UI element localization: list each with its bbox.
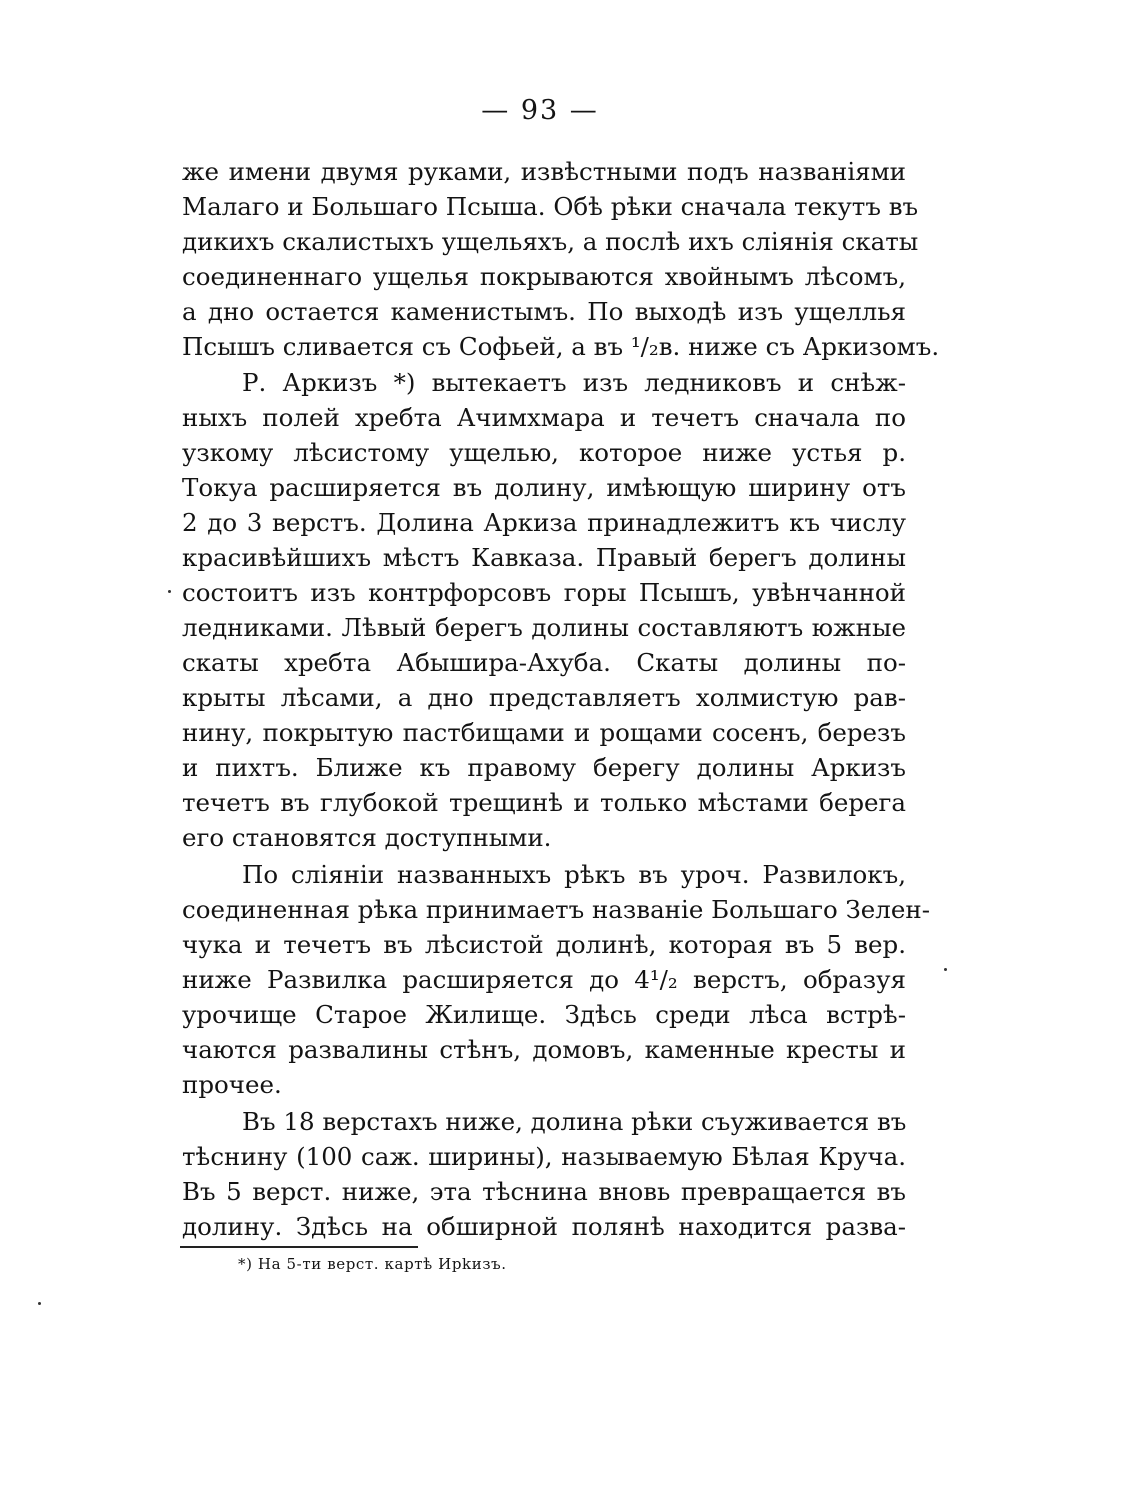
- text-line: состоитъ изъ контрфорсовъ горы Псышъ, увѣнчанной: [182, 578, 906, 607]
- text-line: чука и течетъ въ лѣсистой долинѣ, которая въ 5 вер.: [182, 930, 906, 959]
- text-line: и пихтъ. Ближе къ правому берегу долины Аркизъ: [182, 753, 906, 782]
- text-line: нину, покрытую пастбищами и рощами сосенъ, березъ: [182, 718, 906, 747]
- text-line: скаты хребта Абышира-Ахуба. Скаты долины по-: [182, 648, 906, 677]
- text-line: дикихъ скалистыхъ ущельяхъ, а послѣ ихъ сліянія скаты: [182, 227, 919, 256]
- scan-speck: [944, 968, 947, 971]
- page-number: — 93 —: [481, 95, 599, 126]
- text-line: соединенная рѣка принимаетъ названіе Большаго Зелен-: [182, 895, 930, 924]
- text-line: 2 до 3 верстъ. Долина Аркиза принадлежитъ къ числу: [182, 508, 906, 537]
- text-line: тѣснину (100 саж. ширины), называемую Бѣлая Круча.: [182, 1142, 906, 1171]
- text-line: его становятся доступными.: [182, 823, 552, 852]
- text-line: прочее.: [182, 1070, 282, 1099]
- text-line: ныхъ полей хребта Ачимхмара и течетъ сначала по: [182, 403, 906, 432]
- text-line: ниже Развилка расширяется до 4¹/₂ верстъ, образуя: [182, 965, 906, 994]
- footnote-rule: [180, 1246, 418, 1248]
- scan-speck: [168, 590, 171, 593]
- text-line: чаются развалины стѣнъ, домовъ, каменные кресты и: [182, 1035, 906, 1064]
- text-line: же имени двумя руками, извѣстными подъ названіями: [182, 157, 906, 186]
- text-line: соединеннаго ущелья покрываются хвойнымъ лѣсомъ,: [182, 262, 906, 291]
- text-line: Въ 18 верстахъ ниже, долина рѣки съуживается въ: [242, 1107, 907, 1136]
- text-line: Въ 5 верст. ниже, эта тѣснина вновь превращается въ: [182, 1177, 906, 1206]
- text-line: Малаго и Большаго Псыша. Обѣ рѣки сначала текутъ въ: [182, 192, 919, 221]
- text-line: ледниками. Лѣвый берегъ долины составляютъ южные: [182, 613, 906, 642]
- text-line: течетъ въ глубокой трещинѣ и только мѣстами берега: [182, 788, 906, 817]
- text-line: узкому лѣсистому ущелью, которое ниже устья р.: [182, 438, 906, 467]
- footnote: *) На 5-ти верст. картѣ Ирkизъ.: [238, 1255, 507, 1273]
- text-line: Токуа расширяется въ долину, имѣющую ширину отъ: [182, 473, 906, 502]
- text-line: Псышъ сливается съ Софьей, а въ ¹/₂в. ниже съ Аркизомъ.: [182, 332, 940, 361]
- text-line: урочище Старое Жилище. Здѣсь среди лѣса встрѣ-: [182, 1000, 906, 1029]
- text-line: красивѣйшихъ мѣстъ Кавказа. Правый берегъ долины: [182, 543, 906, 572]
- text-line: а дно остается каменистымъ. По выходѣ изъ ущеллья: [182, 297, 906, 326]
- text-line: долину. Здѣсь на обширной полянѣ находится разва-: [182, 1212, 906, 1241]
- text-line: крыты лѣсами, а дно представляетъ холмистую рав-: [182, 683, 906, 712]
- text-line: Р. Аркизъ *) вытекаетъ изъ ледниковъ и снѣж-: [242, 368, 906, 397]
- scan-speck: [38, 1302, 41, 1305]
- text-line: По сліяніи названныхъ рѣкъ въ уроч. Развилокъ,: [242, 860, 906, 889]
